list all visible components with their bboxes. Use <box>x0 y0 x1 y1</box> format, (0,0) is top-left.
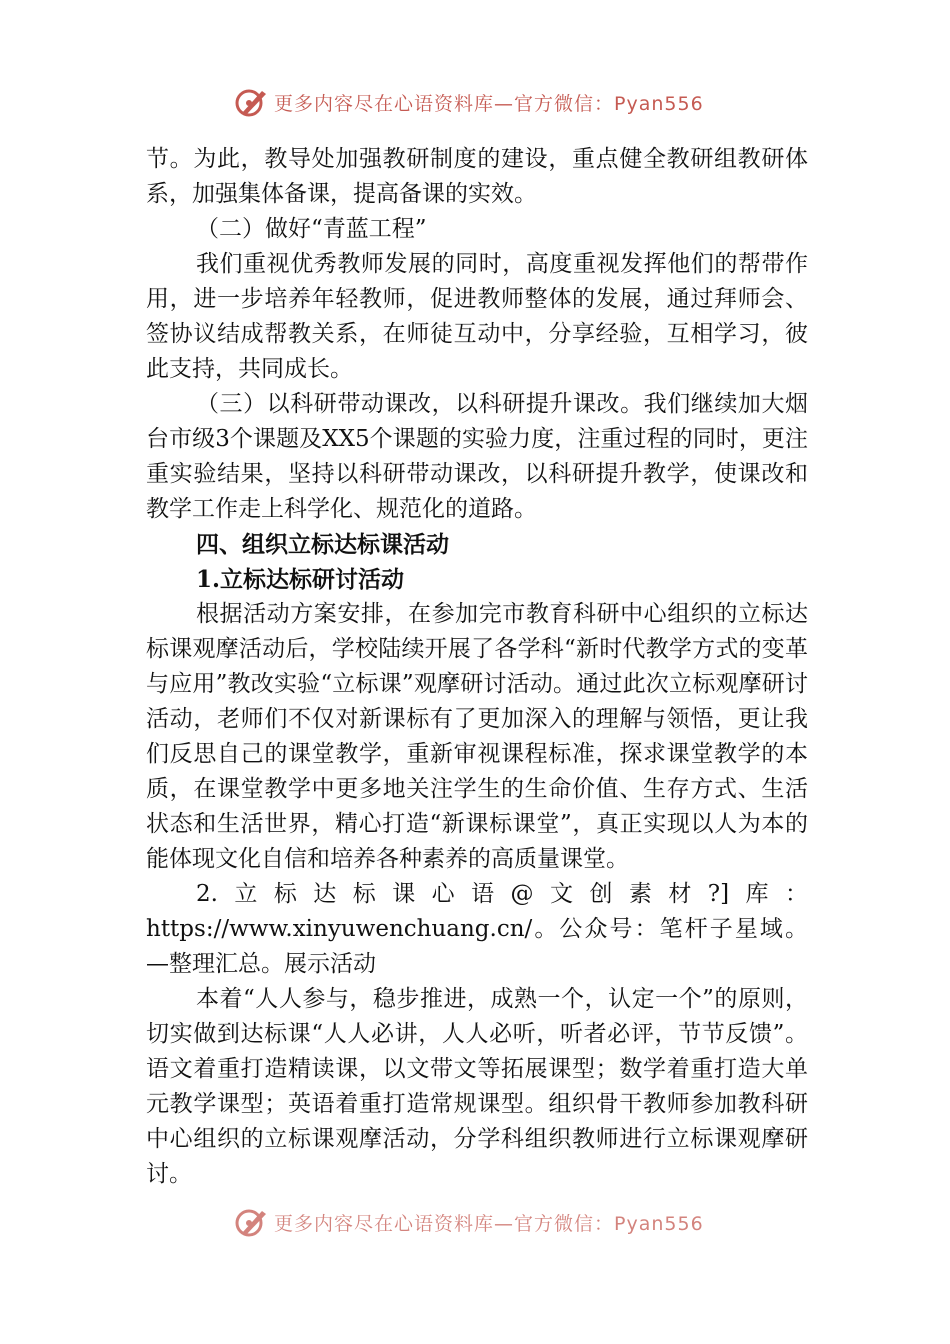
pen-logo-icon <box>232 1205 270 1239</box>
paragraph-continuation: 节。为此，教导处加强教研制度的建设，重点健全教研组教研体系，加强集体备课，提高备课的实效。 <box>146 146 808 207</box>
paragraph-research: （三）以科研带动课改，以科研提升课改。我们继续加大烟台市级3个课题及XX5个课题的实验力度，注重过程的同时，更注重实验结果，坚持以科研带动课改，以科研提升教学，使课改和教学工作走上科学化、规范化的道路。 <box>146 391 808 522</box>
document-body <box>146 142 808 1192</box>
watermark-text: 更多内容尽在心语资料库—官方微信：Pyan556 <box>274 92 704 115</box>
subheading-showcase: 2.立标达标课心语@文创素材?]库：https://www.xinyuwenchuang.cn/。公众号：笔杆子星域。—整理汇总。展示活动 <box>146 881 808 977</box>
paragraph-seminar: 根据活动方案安排，在参加完市教育科研中心组织的立标达标课观摩活动后，学校陆续开展了各学科“新时代教学方式的变革与应用”教改实验“立标课”观摩研讨活动。通过此次立标观摩研讨活动，老师们不仅对新课标有了更加深入的理解与领悟，更让我们反思自己的课堂教学，重新审视课程标准，探求课堂教学的本质，在课堂教学中更多地关注学生的生命价值、生存方式、生活状态和生活世界，精心打造“新课标课堂”，真正实现以人为本的能体现文化自信和培养各种素养的高质量课堂。 <box>146 601 808 872</box>
watermark-header <box>232 82 704 122</box>
section-heading-qinglan: （二）做好“青蓝工程” <box>196 216 427 242</box>
pen-logo-icon <box>232 85 270 119</box>
watermark-text: 更多内容尽在心语资料库—官方微信：Pyan556 <box>274 1212 704 1235</box>
paragraph-showcase: 本着“人人参与，稳步推进，成熟一个，认定一个”的原则，切实做到达标课“人人必讲，人人必听，听者必评，节节反馈”。语文着重打造精读课，以文带文等拓展课型；数学着重打造大单元教学课型；英语着重打造常规课型。组织骨干教师参加教科研中心组织的立标课观摩活动，分学科组织教师进行立标课观摩研讨。 <box>146 986 808 1187</box>
paragraph-qinglan: 我们重视优秀教师发展的同时，高度重视发挥他们的帮带作用，进一步培养年轻教师，促进教师整体的发展，通过拜师会、签协议结成帮教关系，在师徒互动中，分享经验，互相学习，彼此支持，共同成长。 <box>146 251 808 382</box>
watermark-footer <box>232 1202 704 1242</box>
subheading-seminar: 1.立标达标研讨活动 <box>196 566 405 593</box>
section-heading-four: 四、组织立标达标课活动 <box>196 531 449 558</box>
